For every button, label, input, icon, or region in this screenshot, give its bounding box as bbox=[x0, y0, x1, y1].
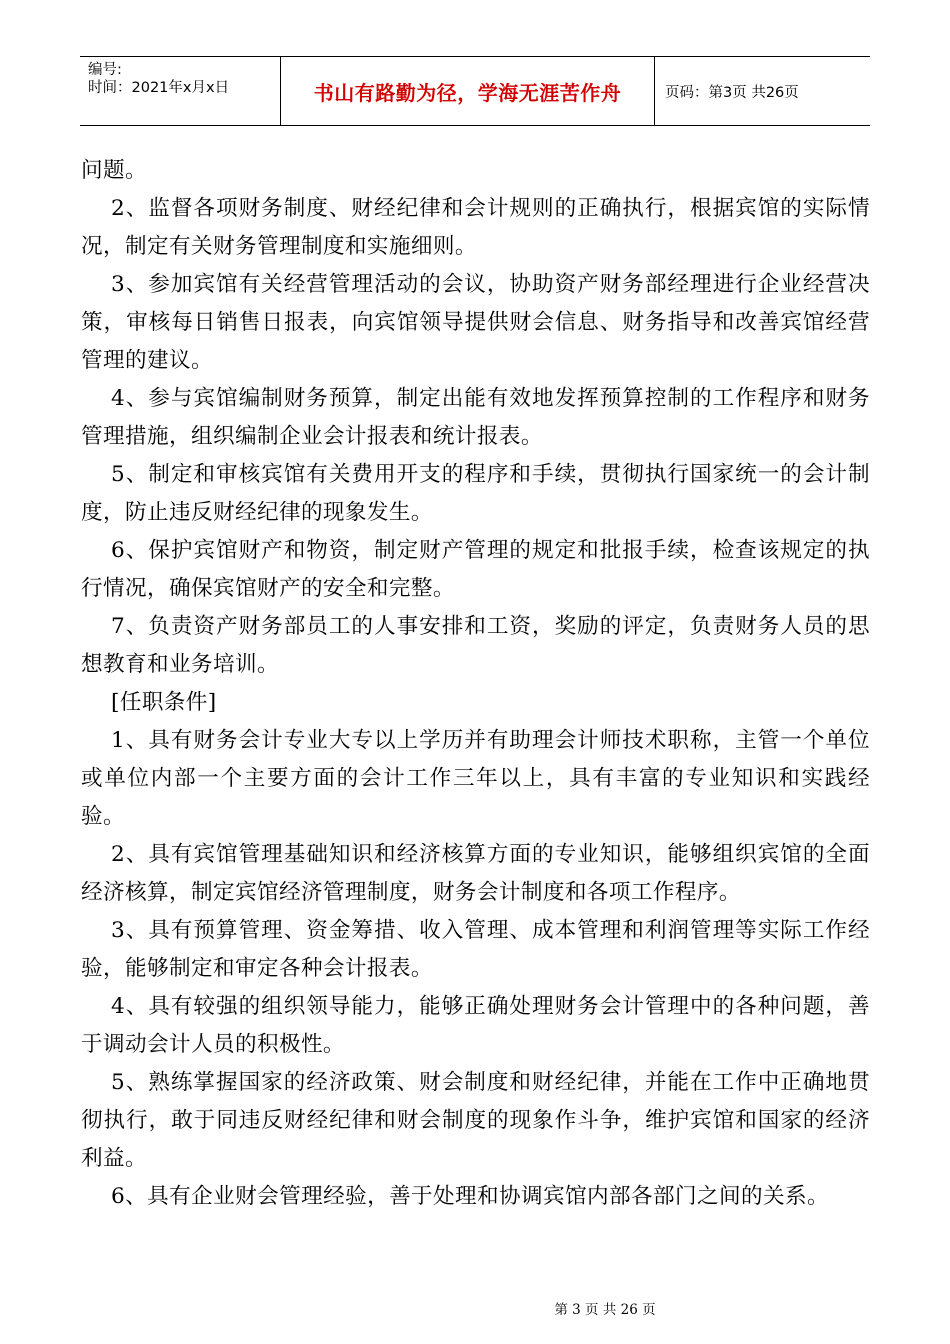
paragraph-continuation: 问题。 bbox=[81, 158, 147, 183]
footer-page-number: 第 3 页 共 26 页 bbox=[554, 1302, 656, 1318]
document-number-label: 编号: bbox=[88, 62, 122, 78]
duty-item-7: 7、负责资产财务部员工的人事安排和工资，奖励的评定，负责财务人员的思想教育和业务培训。 bbox=[81, 614, 870, 677]
header-motto-cell bbox=[281, 57, 655, 125]
duty-item-2: 2、监督各项财务制度、财经纪律和会计规则的正确执行，根据宾馆的实际情况，制定有关财务管理制度和实施细则。 bbox=[81, 196, 870, 259]
header-page-cell bbox=[655, 57, 870, 125]
document-date: 时间：2021年x月x日 bbox=[88, 80, 230, 96]
header-motto: 书山有路勤为径，学海无涯苦作舟 bbox=[313, 80, 622, 105]
section-heading-qualifications: [任职条件] bbox=[111, 690, 217, 715]
qualification-item-6: 6、具有企业财会管理经验，善于处理和协调宾馆内部各部门之间的关系。 bbox=[111, 1184, 829, 1209]
duty-item-4: 4、参与宾馆编制财务预算，制定出能有效地发挥预算控制的工作程序和财务管理措施，组织编制企业会计报表和统计报表。 bbox=[81, 386, 870, 449]
duty-item-6: 6、保护宾馆财产和物资，制定财产管理的规定和批报手续，检查该规定的执行情况，确保宾馆财产的安全和完整。 bbox=[81, 538, 870, 601]
page-header bbox=[80, 56, 870, 126]
qualification-item-4: 4、具有较强的组织领导能力，能够正确处理财务会计管理中的各种问题，善于调动会计人员的积极性。 bbox=[81, 994, 870, 1057]
qualification-item-3: 3、具有预算管理、资金筹措、收入管理、成本管理和利润管理等实际工作经验，能够制定和审定各种会计报表。 bbox=[81, 918, 870, 981]
header-page-info: 页码：第3页 共26页 bbox=[665, 84, 799, 101]
qualification-item-1: 1、具有财务会计专业大专以上学历并有助理会计师技术职称，主管一个单位或单位内部一个主要方面的会计工作三年以上，具有丰富的专业知识和实践经验。 bbox=[81, 728, 870, 829]
qualification-item-5: 5、熟练掌握国家的经济政策、财会制度和财经纪律，并能在工作中正确地贯彻执行，敢于同违反财经纪律和财会制度的现象作斗争，维护宾馆和国家的经济利益。 bbox=[81, 1070, 870, 1171]
duty-item-3: 3、参加宾馆有关经营管理活动的会议，协助资产财务部经理进行企业经营决策，审核每日销售日报表，向宾馆领导提供财会信息、财务指导和改善宾馆经营管理的建议。 bbox=[81, 272, 870, 373]
qualification-item-2: 2、具有宾馆管理基础知识和经济核算方面的专业知识，能够组织宾馆的全面经济核算，制定宾馆经济管理制度，财务会计制度和各项工作程序。 bbox=[81, 842, 870, 905]
page-footer bbox=[0, 1298, 950, 1318]
header-meta-cell bbox=[80, 57, 281, 125]
document-body bbox=[81, 152, 870, 1216]
duty-item-5: 5、制定和审核宾馆有关费用开支的程序和手续，贯彻执行国家统一的会计制度，防止违反财经纪律的现象发生。 bbox=[81, 462, 870, 525]
